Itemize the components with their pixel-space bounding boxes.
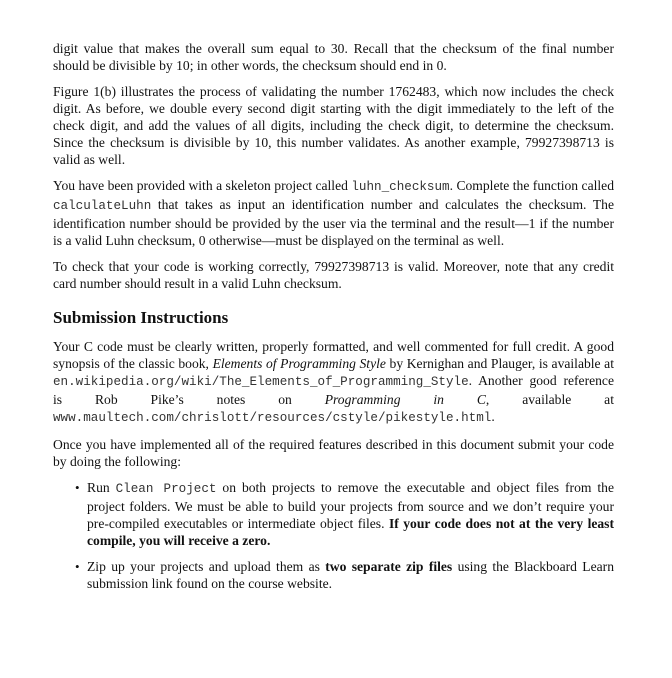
paragraph-check-code	[53, 258, 614, 292]
paragraph-skeleton-project	[53, 177, 614, 249]
book-title: Elements of Programming Style	[212, 356, 386, 371]
text-segment: . Another good reference is Rob Pike’s notes on	[53, 373, 614, 407]
paragraph-text: Once you have implemented all of the required features described in this document submit your code by doing the following:	[53, 437, 614, 469]
code-clean-project: Clean Project	[115, 482, 217, 496]
text-segment: , available at	[485, 392, 614, 407]
paragraph-text: To check that your code is working correctly, 79927398713 is valid. Moreover, note that any credit card number should result in a valid Luhn checksum.	[53, 259, 614, 291]
text-segment: Your C code must be clearly written, properly formatted, and well commented for full credit. A good synopsis of the classic book,	[53, 339, 614, 371]
text-segment: that takes as input an identification number and calculates the checksum. The identification number should be provided by the user via the terminal and the result—1 if the number is a valid Luhn checksum, 0 otherwise—must be displayed on the terminal as well.	[53, 197, 614, 248]
text-segment: using the Blackboard Learn submission link found on the course website.	[87, 559, 614, 591]
bullet-icon: •	[75, 480, 80, 495]
text-segment: on both projects to remove the executable and object files from the project folders. We must be able to build your projects from source and we don’t require your pre-compiled executables or intermediate object files.	[87, 480, 615, 531]
bullet-icon: •	[75, 559, 80, 574]
paragraph-code-style	[53, 338, 614, 427]
compile-warning: If your code does not at the very least compile, you will receive a zero.	[87, 516, 614, 548]
text-segment: .	[491, 409, 495, 424]
paragraph-checksum-intro	[53, 40, 614, 74]
text-segment: by Kernighan and Plauger, is available at	[385, 356, 614, 371]
list-item-clean-project	[53, 479, 614, 549]
wikipedia-url: en.wikipedia.org/wiki/The_Elements_of_Programming_Style	[53, 375, 469, 389]
submission-steps-list	[53, 479, 614, 592]
code-project-name: luhn_checksum	[351, 180, 450, 194]
zip-files-emphasis: two separate zip files	[325, 559, 453, 574]
section-heading: Submission Instructions	[53, 308, 229, 327]
text-segment: Run	[87, 480, 116, 495]
paragraph-text: digit value that makes the overall sum equal to 30. Recall that the checksum of the final number should be divisible by 10; in other words, the checksum should end in 0.	[53, 41, 614, 73]
text-segment: You have been provided with a skeleton project called	[53, 178, 352, 193]
code-function-name: calculateLuhn	[53, 199, 152, 213]
list-item-zip-upload	[53, 558, 614, 592]
paragraph-text: Figure 1(b) illustrates the process of validating the number 1762483, which now includes the check digit. As before, we double every second digit starting with the digit immediately to the left of the check digit, and add the values of all digits, including the check digit, to determine the checksum. Since the checksum is divisible by 10, this number validates. As another example, 79927398713 is valid as well.	[53, 84, 614, 167]
text-segment: Zip up your projects and upload them as	[87, 559, 326, 574]
paragraph-submit-intro	[53, 436, 614, 470]
text-segment: . Complete the function called	[449, 178, 614, 193]
pikestyle-url: www.maultech.com/chrislott/resources/cstyle/pikestyle.html	[53, 411, 492, 425]
notes-title: Programming in C	[324, 392, 486, 407]
paragraph-figure-explanation	[53, 83, 614, 168]
